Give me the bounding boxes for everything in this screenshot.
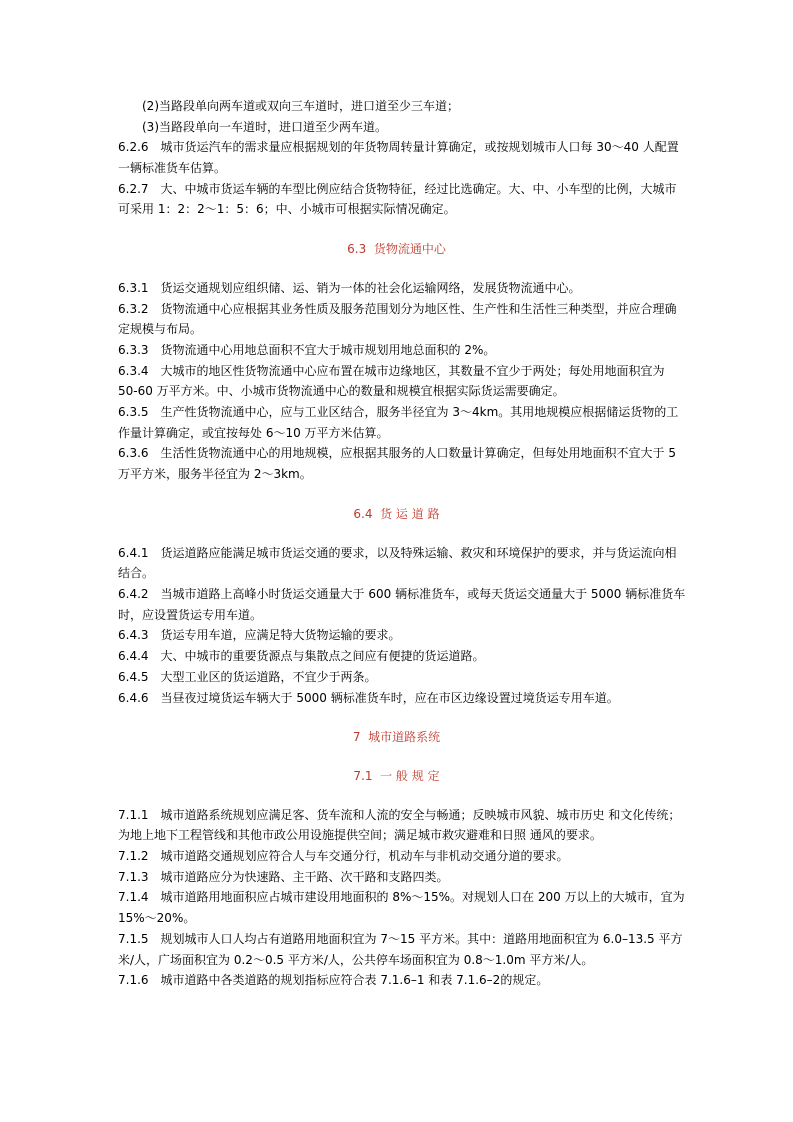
paragraph-line: 7.1.4 城市道路用地面积应占城市建设用地面积的 8%～15%。对规划人口在 200 万以上的大城市，宜为 [118, 890, 685, 904]
paragraph-line: 时，应设置货运专用车道。 [118, 608, 263, 622]
paragraph-line: 6.3.5 生产性货物流通中心，应与工业区结合，服务半径宜为 3～4km。其用地规模应根据储运货物的工 [118, 405, 679, 419]
paragraph-line: 7.1.6 城市道路中各类道路的规划指标应符合表 7.1.6–1 和表 7.1.6–2的规定。 [118, 973, 549, 987]
paragraph-line: (3)当路段单向一车道时，进口道至少两车道。 [142, 120, 387, 134]
paragraph-line: 6.4.1 货运道路应能满足城市货运交通的要求，以及特殊运输、救灾和环境保护的要求，并与货运流向相 [118, 546, 677, 560]
section-heading: 7.1 一 般 规 定 [353, 769, 440, 783]
paragraph-line: 6.3.2 货物流通中心应根据其业务性质及服务范围划分为地区性、生产性和生活性三种类型，并应合理确 [118, 302, 677, 316]
paragraph-line: 6.4.4 大、中城市的重要货源点与集散点之间应有便捷的货运道路。 [118, 649, 485, 663]
paragraph-line: 6.4.5 大型工业区的货运道路，不宜少于两条。 [118, 670, 377, 684]
section-heading: 7 城市道路系统 [352, 730, 441, 744]
paragraph-line: 7.1.2 城市道路交通规划应符合人与车交通分行，机动车与非机动交通分道的要求。 [118, 849, 569, 863]
paragraph-line: 6.3.1 货运交通规划应组织储、运、销为一体的社会化运输网络，发展货物流通中心。 [118, 281, 581, 295]
paragraph-line: 7.1.1 城市道路系统规划应满足客、货车流和人流的安全与畅通；反映城市风貌、城市历史 和文化传统； [118, 808, 681, 822]
paragraph-line: 米/人，广场面积宜为 0.2～0.5 平方米/人，公共停车场面积宜为 0.8～1.0m 平方米/人。 [118, 953, 594, 967]
paragraph-line: (2)当路段单向两车道或双向三车道时，进口道至少三车道； [142, 99, 460, 113]
paragraph-line: 6.4.2 当城市道路上高峰小时货运交通量大于 600 辆标准货车，或每天货运交通量大于 5000 辆标准货车 [118, 587, 686, 601]
section-heading: 6.3 货物流通中心 [347, 242, 446, 256]
paragraph-line: 作量计算确定，或宜按每处 6～10 万平方米估算。 [118, 426, 389, 440]
paragraph-line: 为地上地下工程管线和其他市政公用设施提供空间；满足城市救灾避难和日照 通风的要求。 [118, 828, 602, 842]
paragraph-line: 6.4.6 当昼夜过境货运车辆大于 5000 辆标准货车时，应在市区边缘设置过境货运专用车道。 [118, 691, 619, 705]
paragraph-line: 结合。 [118, 566, 155, 580]
paragraph-line: 6.4.3 货运专用车道，应满足特大货物运输的要求。 [118, 628, 401, 642]
paragraph-line: 50-60 万平方米。中、小城市货物流通中心的数量和规模宜根据实际货运需要确定。 [118, 384, 565, 398]
paragraph-line: 定规模与布局。 [118, 322, 203, 336]
paragraph-line: 一辆标准货车估算。 [118, 161, 227, 175]
paragraph-line: 6.2.7 大、中城市货运车辆的车型比例应结合货物特征，经过比选确定。大、中、小车型的比例，大城市 [118, 182, 677, 196]
paragraph-line: 6.3.4 大城市的地区性货物流通中心应布置在城市边缘地区，其数量不宜少于两处；每处用地面积宜为 [118, 364, 665, 378]
section-heading: 6.4 货 运 道 路 [353, 507, 440, 521]
paragraph-line: 15%～20%。 [118, 911, 196, 925]
paragraph-line: 6.3.3 货物流通中心用地总面积不宜大于城市规划用地总面积的 2%。 [118, 343, 496, 357]
paragraph-line: 6.2.6 城市货运汽车的需求量应根据规划的年货物周转量计算确定，或按规划城市人口每 30～40 人配置 [118, 140, 679, 154]
paragraph-line: 万平方米，服务半径宜为 2～3km。 [118, 467, 312, 481]
paragraph-line: 6.3.6 生活性货物流通中心的用地规模，应根据其服务的人口数量计算确定，但每处用地面积不宜大于 5 [118, 446, 676, 460]
paragraph-line: 7.1.3 城市道路应分为快速路、主干路、次干路和支路四类。 [118, 870, 449, 884]
paragraph-line: 7.1.5 规划城市人口人均占有道路用地面积宜为 7～15 平方米。其中：道路用地面积宜为 6.0–13.5 平方 [118, 932, 683, 946]
paragraph-line: 可采用 1：2：2～1：5：6；中、小城市可根据实际情况确定。 [118, 202, 456, 216]
